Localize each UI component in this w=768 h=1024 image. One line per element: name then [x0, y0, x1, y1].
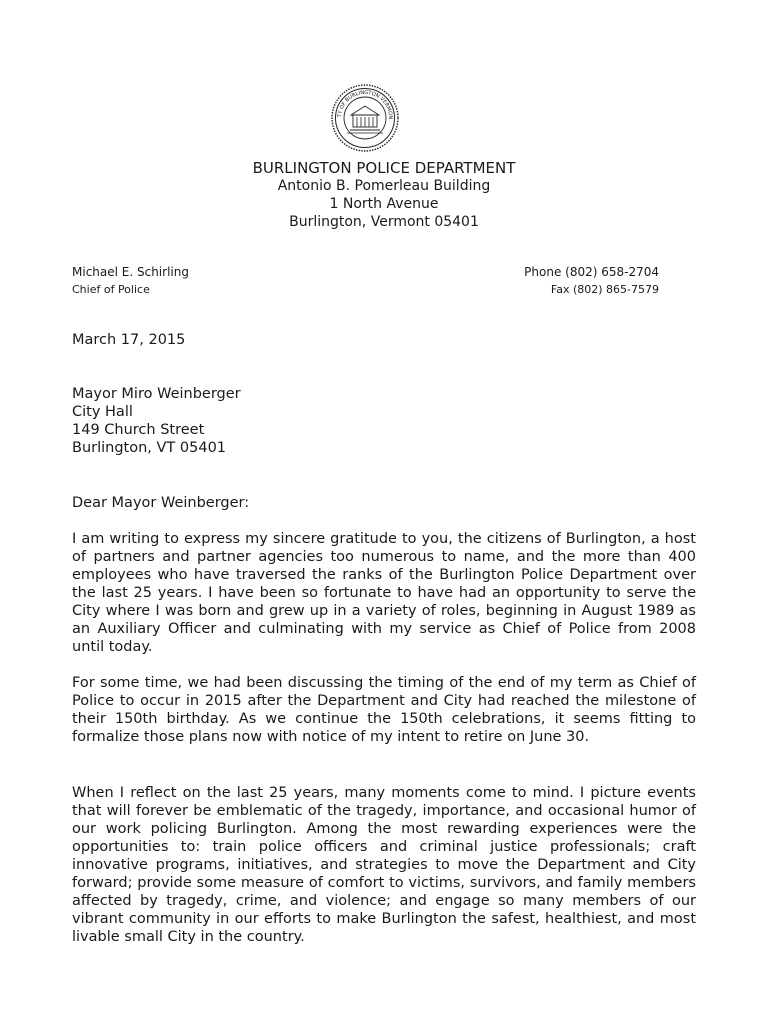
letter-date: March 17, 2015 [72, 332, 186, 348]
salutation: Dear Mayor Weinberger: [72, 495, 250, 511]
street-address: 1 North Avenue [329, 196, 439, 212]
recipient-city: Burlington, VT 05401 [72, 440, 227, 456]
city-seal-icon [331, 84, 399, 152]
city-address: Burlington, Vermont 05401 [289, 214, 479, 230]
building-name: Antonio B. Pomerleau Building [277, 178, 491, 194]
recipient-block [72, 385, 696, 457]
contact-numbers [524, 264, 659, 298]
phone-number: Phone (802) 658-2704 [524, 265, 659, 279]
department-name: BURLINGTON POLICE DEPARTMENT [252, 159, 516, 177]
sender-title: Chief of Police [72, 283, 150, 296]
sender-name: Michael E. Schirling [72, 265, 189, 279]
seal-text: TY OF BURLINGTON VERMON [336, 89, 394, 120]
recipient-office: City Hall [72, 404, 133, 420]
paragraph-gratitude: I am writing to express my sincere gratitude to you, the citizens of Burlington, a host of partners and partner agencies too numerous to name, and the more than 400 employees who have traversed the ranks of the Burlington Police Department over the last 25 years. I have been so fortunate to have had an opportunity to serve the City where I was born and grew up in a variety of roles, beginning in August 1989 as an Auxiliary Officer and culminating with my service as Chief of Police from 2008 until today. [72, 531, 696, 655]
recipient-name: Mayor Miro Weinberger [72, 386, 241, 402]
paragraph-reflection: When I reflect on the last 25 years, many moments come to mind. I picture events that will forever be emblematic of the tragedy, importance, and occasional humor of our work policing Burlington. Among the most rewarding experiences were the opportunities to: train police officers and criminal justice professionals; craft innovative programs, initiatives, and strategies to move the Department and City forward; provide some measure of comfort to victims, survivors, and family members affected by tragedy, crime, and violence; and engage so many members of our vibrant community in our efforts to make Burlington the safest, healthiest, and most livable small City in the country. [72, 785, 696, 945]
fax-number: Fax (802) 865-7579 [550, 283, 659, 296]
letterhead [0, 159, 768, 231]
recipient-street: 149 Church Street [72, 422, 205, 438]
paragraph-retirement: For some time, we had been discussing the timing of the end of my term as Chief of Police to occur in 2015 after the Department and City had reached the milestone of their 150th birthday. As we continue the 150th celebrations, it seems fitting to formalize those plans now with notice of my intent to retire on June 30. [72, 675, 696, 745]
sender-block [72, 264, 189, 298]
